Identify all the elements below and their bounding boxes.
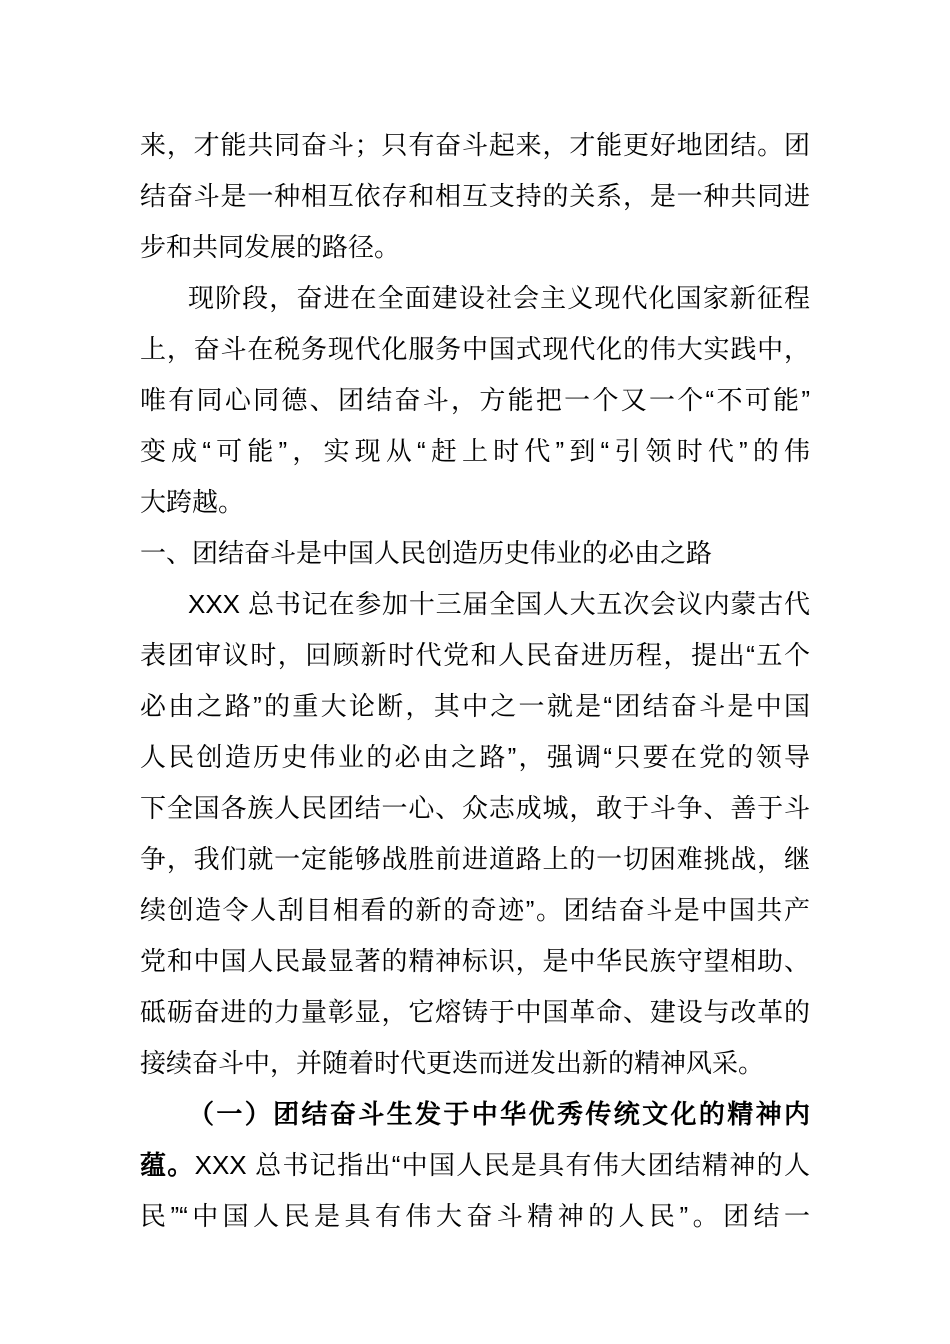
bold-text-segment: （一）团结奋斗生发于中华优秀传统文化的精神内 [188,1099,810,1129]
text-segment: 续创造令人刮目相看的新的奇迹”。团结奋斗是中国共产 [140,895,810,925]
text-segment: 一、团结奋斗是中国人民创造历史伟业的必由之路 [140,538,713,568]
bold-text-segment: 蕴。 [140,1150,195,1180]
text-segment: 下全国各族人民团结一心、众志成城，敢于斗争、善于斗 [140,793,810,823]
text-segment: 大跨越。 [140,487,245,517]
body-line [140,936,810,987]
text-segment: 现阶段，奋进在全面建设社会主义现代化国家新征程 [188,283,810,313]
body-line [140,630,810,681]
body-line [140,681,810,732]
text-segment: 结奋斗是一种相互依存和相互支持的关系，是一种共同进 [140,181,810,211]
body-line [140,1038,810,1089]
text-segment: XXX 总书记指出“中国人民是具有伟大团结精神的人 [194,1150,810,1180]
body-line [140,477,810,528]
body-line [140,1191,810,1242]
text-segment: 人民创造历史伟业的必由之路”，强调“只要在党的领导 [140,742,810,772]
body-line [140,426,810,477]
subsection-heading-line [140,1089,810,1140]
body-line [140,273,810,324]
text-segment: 砥砺奋进的力量彰显，它熔铸于中国革命、建设与改革的 [140,997,810,1027]
text-segment: 接续奋斗中，并随着时代更迭而迸发出新的精神风采。 [140,1048,765,1078]
text-segment: 表团审议时，回顾新时代党和人民奋进历程，提出“五个 [140,640,810,670]
text-block [140,120,810,1242]
section-heading [140,528,810,579]
text-segment: 步和共同发展的路径。 [140,232,401,262]
body-line [140,1140,810,1191]
text-segment: XXX 总书记在参加十三届全国人大五次会议内蒙古代 [188,589,810,619]
body-line [140,120,810,171]
body-line [140,579,810,630]
body-line [140,222,810,273]
body-line [140,885,810,936]
body-line [140,324,810,375]
text-segment: 变成“可能”，实现从“赶上时代”到“引领时代”的伟 [140,436,810,466]
body-line [140,375,810,426]
body-line [140,834,810,885]
body-line [140,987,810,1038]
text-segment: 上，奋斗在税务现代化服务中国式现代化的伟大实践中， [140,334,810,364]
text-segment: 民”“中国人民是具有伟大奋斗精神的人民”。团结一 [140,1201,810,1231]
text-segment: 必由之路”的重大论断，其中之一就是“团结奋斗是中国 [140,691,810,721]
body-line [140,171,810,222]
text-segment: 来，才能共同奋斗；只有奋斗起来，才能更好地团结。团 [140,130,810,160]
text-segment: 唯有同心同德、团结奋斗，方能把一个又一个“不可能” [140,385,810,415]
body-line [140,732,810,783]
text-segment: 党和中国人民最显著的精神标识，是中华民族守望相助、 [140,946,810,976]
text-segment: 争，我们就一定能够战胜前进道路上的一切困难挑战，继 [140,844,810,874]
body-line [140,783,810,834]
